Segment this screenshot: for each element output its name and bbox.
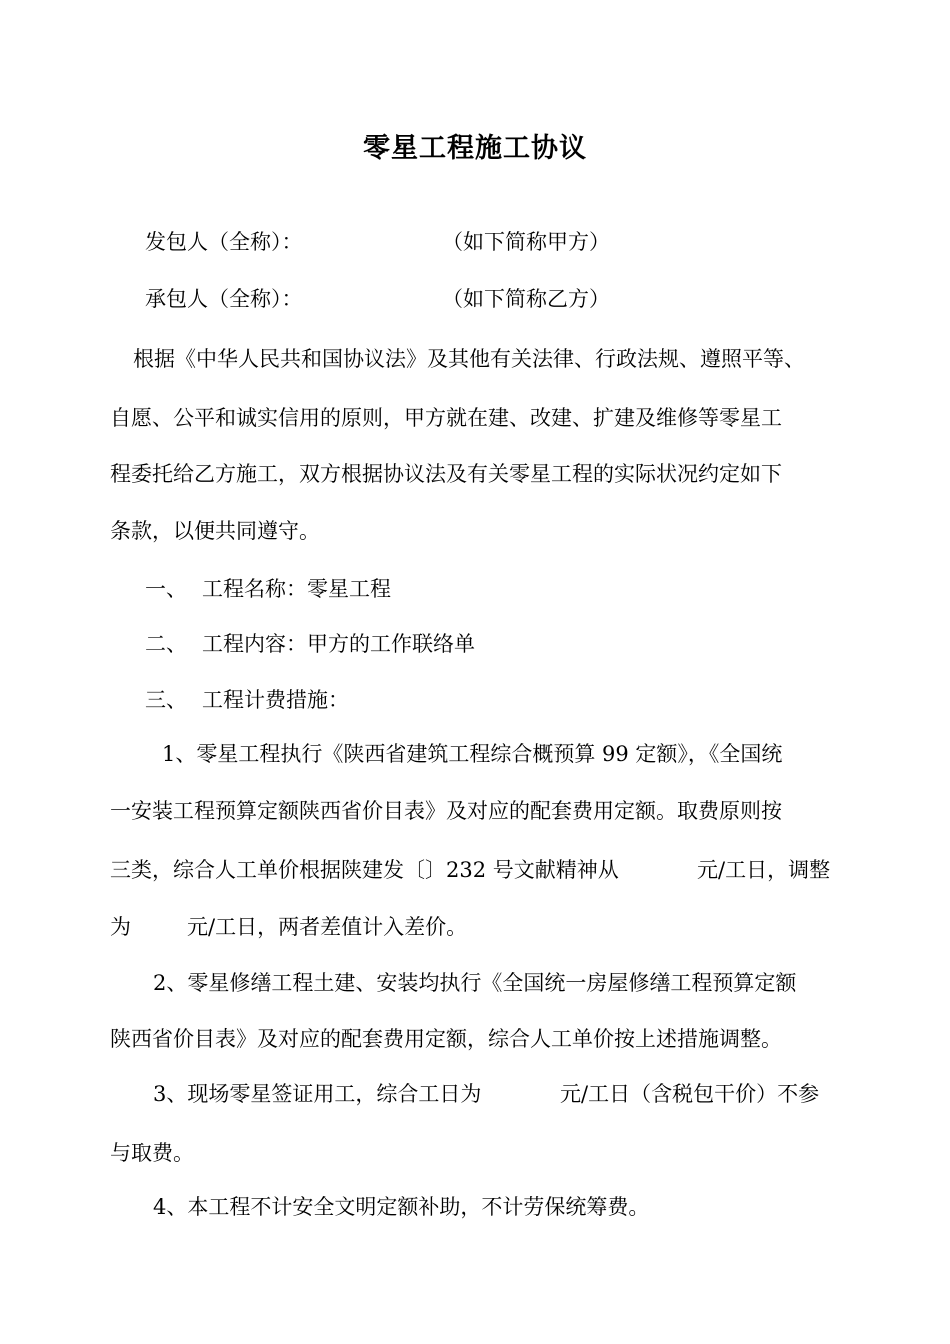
preamble-line-4: 条款，以便共同遵守。 <box>110 519 320 543</box>
clause-3-line-1-unit: 元/工日（含税包干价）不参 <box>560 1082 820 1106</box>
section-number: 一、 <box>145 577 187 601</box>
clause-1-line-4-text: 为 <box>110 915 131 939</box>
clause-1-line-4-unit: 元/工日，两者差值计入差价。 <box>187 915 468 939</box>
employer-note: （如下简称甲方） <box>442 230 610 254</box>
section-text: 工程名称：零星工程 <box>202 577 391 601</box>
section-number: 三、 <box>145 688 187 712</box>
clause-3-line-2: 与取费。 <box>110 1141 194 1165</box>
employer-label: 发包人（全称）： <box>145 230 303 254</box>
contractor-label: 承包人（全称）： <box>145 287 303 311</box>
preamble-line-3: 程委托给乙方施工，双方根据协议法及有关零星工程的实际状况约定如下 <box>110 462 782 486</box>
preamble-line-1: 根据《中华人民共和国协议法》及其他有关法律、行政法规、遵照平等、 <box>133 347 805 371</box>
clause-1-line-1: 1、零星工程执行《陕西省建筑工程综合概预算 99 定额》，《全国统 <box>162 742 783 766</box>
clause-1-line-2: 一安装工程预算定额陕西省价目表》及对应的配套费用定额。取费原则按 <box>110 799 782 823</box>
clause-2-line-2: 陕西省价目表》及对应的配套费用定额，综合人工单价按上述措施调整。 <box>110 1027 782 1051</box>
clause-2-line-1: 2、零星修缮工程土建、安装均执行《全国统一房屋修缮工程预算定额 <box>153 971 797 995</box>
preamble-line-2: 自愿、公平和诚实信用的原则，甲方就在建、改建、扩建及维修等零星工 <box>110 406 782 430</box>
section-text: 工程计费措施： <box>202 688 349 712</box>
section-text: 工程内容：甲方的工作联络单 <box>202 632 475 656</box>
clause-1-line-3-text: 三类，综合人工单价根据陕建发〔〕232 号文献精神从 <box>110 858 619 882</box>
contractor-note: （如下简称乙方） <box>442 287 610 311</box>
section-number: 二、 <box>145 632 187 656</box>
document-title: 零星工程施工协议 <box>363 133 587 164</box>
clause-3-line-1-text: 3、现场零星签证用工，综合工日为 <box>153 1082 482 1106</box>
clause-4-line-1: 4、本工程不计安全文明定额补助，不计劳保统筹费。 <box>153 1195 650 1219</box>
clause-1-line-3-unit: 元/工日，调整 <box>697 858 831 882</box>
